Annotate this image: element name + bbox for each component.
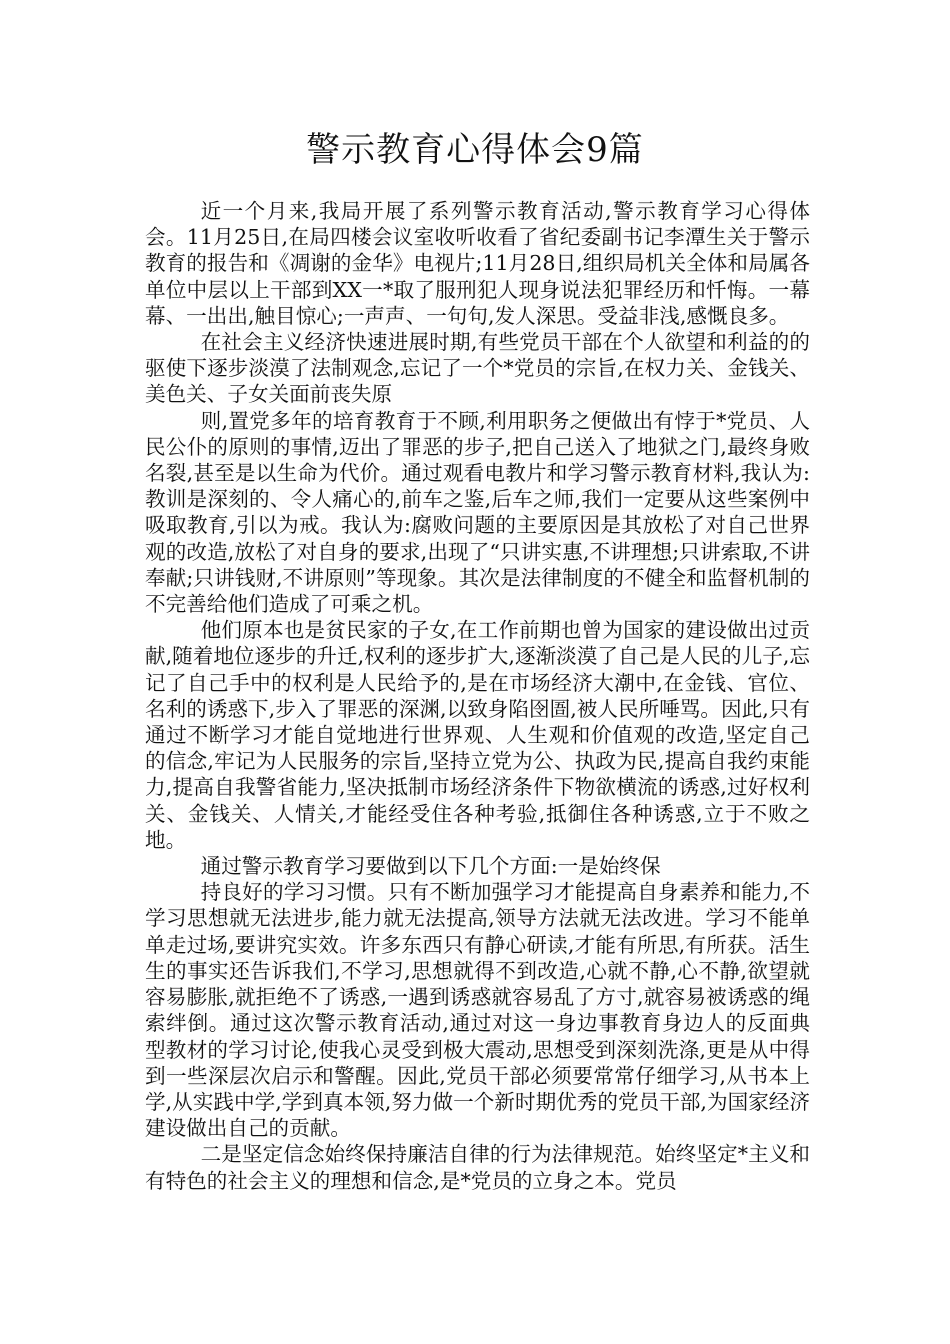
- document-body: [145, 198, 810, 1194]
- paragraph-4: 他们原本也是贫民家的子女,在工作前期也曾为国家的建设做出过贡献,随着地位逐步的升迁,权利的逐步扩大,逐渐淡漠了自己是人民的儿子,忘记了自己手中的权利是人民给予的,是在市场经济大潮中,在金钱、官位、名利的诱惑下,步入了罪恶的深渊,以致身陷囹圄,被人民所唾骂。因此,只有通过不断学习才能自觉地进行世界观、人生观和价值观的改造,坚定自己的信念,牢记为人民服务的宗旨,坚持立党为公、执政为民,提高自我约束能力,提高自我警省能力,坚决抵制市场经济条件下物欲横流的诱惑,过好权利关、金钱关、人情关,才能经受住各种考验,抵御住各种诱惑,立于不败之地。: [145, 618, 810, 852]
- paragraph-2: 在社会主义经济快速进展时期,有些党员干部在个人欲望和利益的的驱使下逐步淡漠了法制观念,忘记了一个*党员的宗旨,在权力关、金钱关、美色关、子女关面前丧失原: [145, 330, 810, 407]
- paragraph-1: 近一个月来,我局开展了系列警示教育活动,警示教育学习心得体会。11月25日,在局四楼会议室收听收看了省纪委副书记李潭生关于警示教育的报告和《凋谢的金华》电视片;11月28日,组织局机关全体和局属各单位中层以上干部到XX一*取了服刑犯人现身说法犯罪经历和忏悔。一幕幕、一出出,触目惊心;一声声、一句句,发人深思。受益非浅,感慨良多。: [145, 199, 810, 328]
- document-title: 警示教育心得体会9篇: [306, 130, 644, 170]
- paragraph-7: 二是坚定信念始终保持廉洁自律的行为法律规范。始终坚定*主义和有特色的社会主义的理想和信念,是*党员的立身之本。党员: [145, 1142, 810, 1193]
- paragraph-6: 持良好的学习习惯。只有不断加强学习才能提高自身素养和能力,不学习思想就无法进步,能力就无法提高,领导方法就无法改进。学习不能单单走过场,要讲究实效。许多东西只有静心研读,才能有所思,有所获。活生生的事实还告诉我们,不学习,思想就得不到改造,心就不静,心不静,欲望就容易膨胀,就拒绝不了诱惑,一遇到诱惑就容易乱了方寸,就容易被诱惑的绳索绊倒。通过这次警示教育活动,通过对这一身边事教育身边人的反面典型教材的学习讨论,使我心灵受到极大震动,思想受到深刻洗涤,更是从中得到一些深层次启示和警醒。因此,党员干部必须要常常仔细学习,从书本上学,从实践中学,学到真本领,努力做一个新时期优秀的党员干部,为国家经济建设做出自己的贡献。: [145, 880, 810, 1141]
- paragraph-3: 则,置党多年的培育教育于不顾,利用职务之便做出有悖于*党员、人民公仆的原则的事情,迈出了罪恶的步子,把自己送入了地狱之门,最终身败名裂,甚至是以生命为代价。通过观看电教片和学习警示教育材料,我认为:教训是深刻的、令人痛心的,前车之鉴,后车之师,我们一定要从这些案例中吸取教育,引以为戒。我认为:腐败问题的主要原因是其放松了对自己世界观的改造,放松了对自身的要求,出现了“只讲实惠,不讲理想;只讲索取,不讲奉献;只讲钱财,不讲原则”等现象。其次是法律制度的不健全和监督机制的不完善给他们造成了可乘之机。: [145, 408, 810, 617]
- paragraph-5: 通过警示教育学习要做到以下几个方面:一是始终保: [200, 854, 661, 879]
